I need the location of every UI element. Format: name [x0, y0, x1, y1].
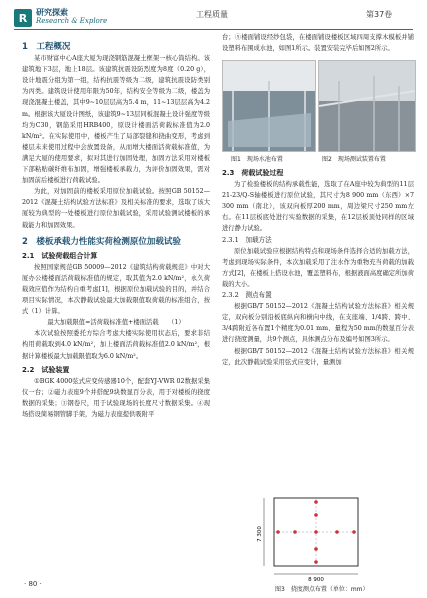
section-2-heading: 2 楼板承载力性能实荷检测原位加载试验: [22, 236, 181, 247]
measure-point: [314, 560, 318, 564]
section-title-cn: 研究探索: [36, 8, 68, 17]
deflection-points-diagram: [252, 490, 382, 582]
section-2-3-1-heading: 2.3.1 加载方法: [222, 235, 272, 244]
figure-2-caption: 图2 现场测试装置布置: [322, 156, 386, 163]
measure-point: [352, 530, 356, 534]
right-column-main: [222, 168, 414, 368]
figure-3-caption: 图3 挠度测点布置（单位：mm）: [275, 586, 369, 593]
section-2-2-heading: 2.2 试验装置: [22, 365, 70, 374]
section-1-heading: 1 工程概况: [22, 42, 71, 52]
measure-point: [335, 530, 339, 534]
formula-1: 最大加载限值=活荷载标准值+楼面活载 （1）: [47, 319, 185, 327]
paragraph: 台；⑤楼面铺设经纱包袋，在楼面铺设楼板区域四周支撑木模板并铺设塑料布围成水池，如图1所示。装置安装完毕后如图2所示。: [222, 34, 414, 53]
paragraph: 为此，对加固前的楼板采用原位加载试验。按照GB 50152—2012《混凝土结构试验方法标准》及相关标准的要求，选取了该大厦较为典型的一处楼板进行原位加载试验，采用试验测试楼板的承载能力和加固效果。: [22, 188, 210, 229]
figure-1-caption: 图1 现场水池布置: [231, 156, 283, 163]
dim-bottom: 8 900: [308, 577, 324, 582]
section-2-3-heading: 2.3 荷载试验过程: [222, 169, 284, 177]
left-column: [22, 42, 210, 420]
figure-1-photo: [222, 60, 316, 152]
paragraph: 根据GB/T 50152—2012《混凝土结构试验方法标准》相关规定，双向板分别沿板底纵向和横向中线，在支座端、1/4跨、跨中、3/4跨附近各布置1个精度为0.01 mm、量程为50 mm的数显百分表进行挠度测量，共9个测点，具体测点分布及编号如图3所示。: [222, 303, 414, 344]
right-column-top: [222, 32, 414, 54]
paragraph: 按照国家规范GB 50009—2012《建筑结构荷载规范》中对大厦办公楼楼面活荷载标准值的规定，取其值为2.0 kN/m²，永久荷载效应值作为结构自重考虑[1]，根据原位加载试验的目的，并结合项目实际情况，本次静载试验最大加载限值取荷载的标准组合，按式（1）计算。: [22, 263, 210, 316]
measure-point: [314, 513, 318, 517]
measure-point: [293, 530, 297, 534]
measure-point: [314, 547, 318, 551]
section-title-en: Research & Explore: [36, 17, 108, 25]
paragraph: 本次试验按照委托方综合考虑大楼实际使用状态后，要求非结构用荷载取到4.0 kN/m²，加上楼面活荷载标准值2.0 kN/m²，根据计算楼板最大加载限值取为6.0 kN/m²。: [22, 330, 210, 360]
measure-point: [314, 500, 318, 504]
journal-logo: R: [14, 9, 32, 27]
section-2-1-heading: 2.1 试验荷载组合计算: [22, 251, 98, 260]
paragraph: 为了检验楼板的结构承载性能，选取了在A座中较为典型的11层21-23/Q-S轴楼板进行原位试验，其尺寸为8 900 mm（东西）×7 300 mm（南北），该双向板厚200 mm，周边梁尺寸250 mm左右。在11层板底处进行实验数据的采集，在12层板顶处同样的区域进行静力试验。: [222, 181, 414, 233]
journal-name: 工程质量: [196, 10, 228, 19]
measure-point: [276, 530, 280, 534]
figure-2-photo: [318, 60, 416, 152]
header-divider: [14, 29, 413, 30]
paragraph: ①BGK 4000弦式应变传感器10个，配套YJ-VWR 02数据采集仪一台；②磁力表座9个并搭配9块数显百分表，用于对楼板的挠度数据的采集；③钢卷尺，用于试验现场的长度尺寸数据采集。④现场搭设简易钢管脚手架，为磁力表座提供吸附平: [22, 377, 210, 418]
journal-volume: 第37卷: [366, 10, 393, 19]
measure-point: [314, 530, 318, 534]
section-2-3-2-heading: 2.3.2 测点布置: [222, 291, 272, 300]
paragraph: 某市财富中心A座大厦为现浇钢筋混凝土框架一核心筒结构。该建筑地下3层，地上18层。该建筑抗震设防烈度为8度（0.20 g），设计地震分组为第一组，结构抗震等级为二级，建筑抗震设防类别为丙类。建筑设计使用年限为50年，结构安全等级为二级，楼盖为现浇混凝土楼盖，其中9~10层层高为5.4 m，11~13层层高为4.2 m。根据该大厦设计图纸，该建筑9~13层同板混凝土设计强度等级均为C30，钢筋采用HRB400，原设计楼面活荷载标准值为2.0 kN/m²。在实际使用中，楼板产生了局部裂缝和挠曲变形，考虑到楼层未来使用过程中会放置设备，从而增大楼面活荷载标准值，为满足大厦的使用要求，拟对其进行加固处理，加固方法采用对楼板下部粘贴碳纤维布加固，增强楼板承载力，为评价加固效果，需对加固前后楼板进行荷载试验。: [22, 55, 210, 185]
paragraph: 原位加载试验应根据结构特点和现场条件选择合适的加载方法，考虑到现场实际条件，本次加载采用了注水作为重物充当荷载的加载方式[2]，在楼板上搭设水池，覆盖塑料布，根据液面高度确定所加荷载的大小。: [222, 247, 414, 288]
test-device-photo: [319, 61, 415, 151]
paragraph: 根据GB/T 50152—2012《混凝土结构试验方法标准》相关规定，此次静载试验采用弦式应变计，量测加: [222, 347, 414, 366]
page-number: · 80 ·: [24, 580, 42, 588]
water-pool-photo: [223, 61, 315, 151]
dim-side: 7 300: [257, 526, 263, 542]
